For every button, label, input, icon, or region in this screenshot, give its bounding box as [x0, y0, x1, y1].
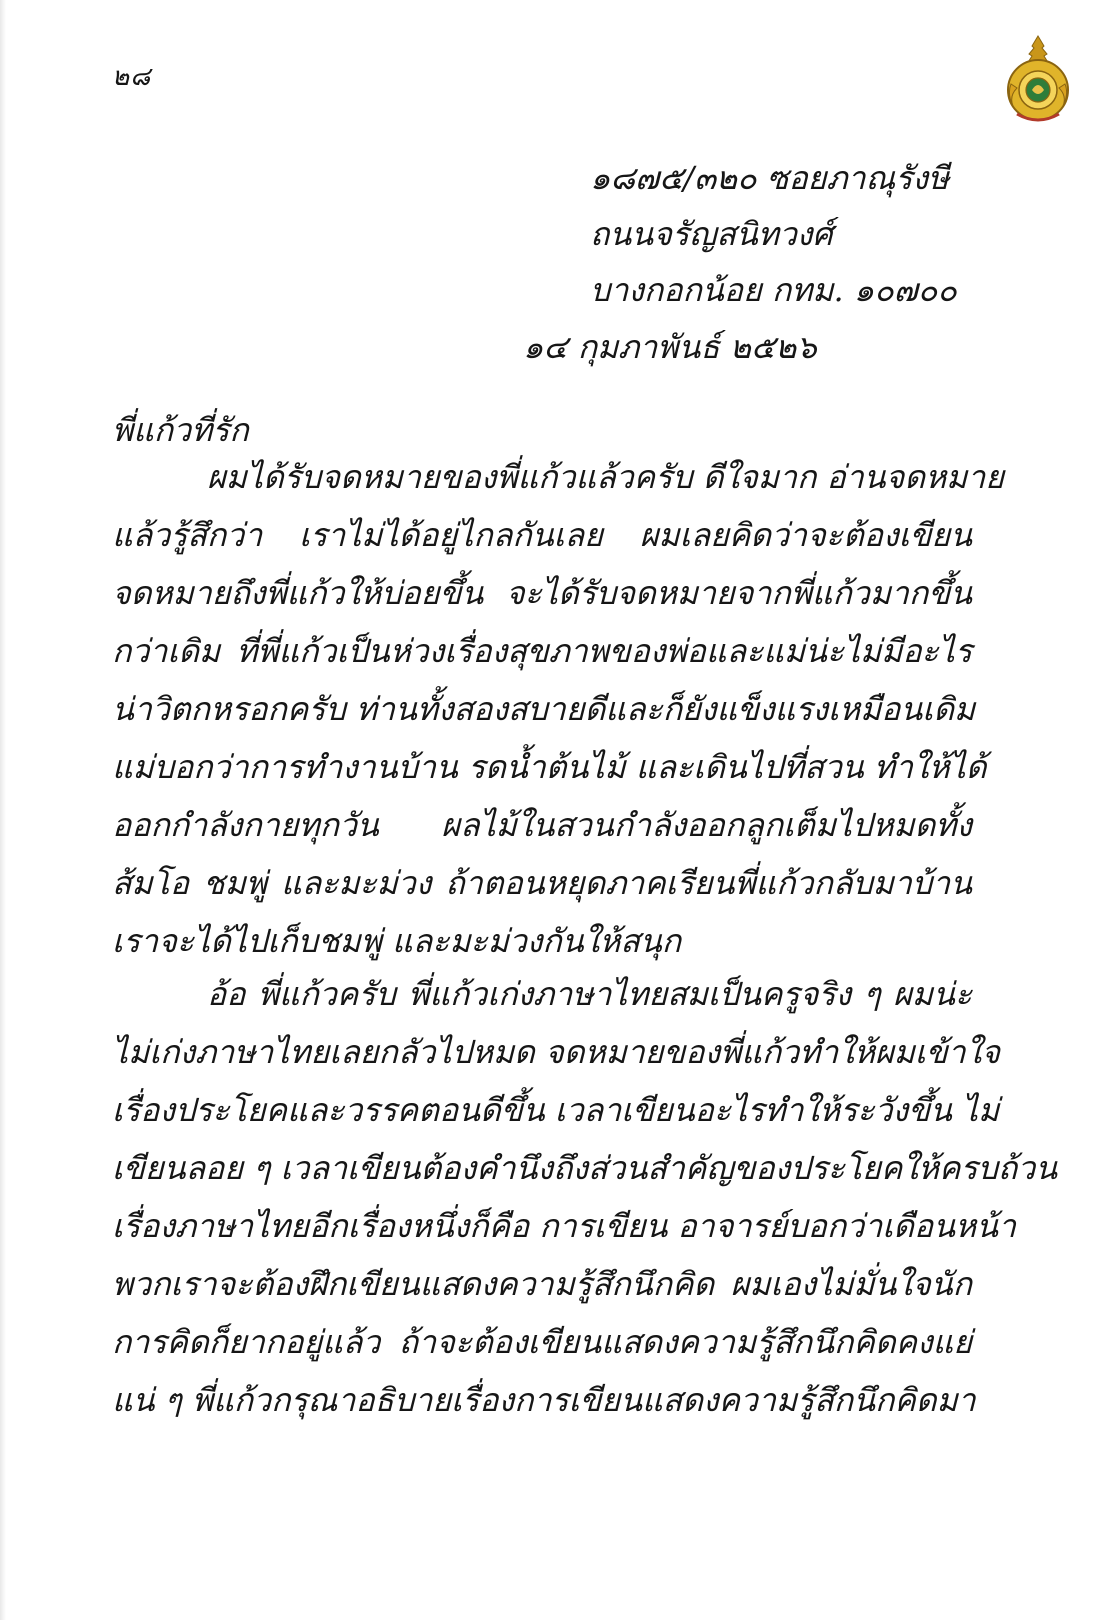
paragraph-line: แล้วรู้สึกว่า เราไม่ได้อยู่ไกลกันเลย ผมเลยคิดว่าจะต้องเขียน [112, 516, 972, 554]
paragraph-line: แม่บอกว่าการทำงานบ้าน รดน้ำต้นไม้ และเดินไปที่สวน ทำให้ได้ [112, 748, 987, 786]
paragraph-line: ส้มโอ ชมพู่ และมะม่วง ถ้าตอนหยุดภาคเรียนพี่แก้วกลับมาบ้าน [112, 864, 972, 902]
paragraph-line: ออกกำลังกายทุกวัน ผลไม้ในสวนกำลังออกลูกเต็มไปหมดทั้ง [112, 806, 972, 844]
sender-address [590, 150, 957, 318]
paragraph-line: เราจะได้ไปเก็บชมพู่ และมะม่วงกันให้สนุก [112, 922, 682, 960]
paragraph-line: แน่ ๆ พี่แก้วกรุณาอธิบายเรื่องการเขียนแสดงความรู้สึกนึกคิดมา [112, 1381, 976, 1419]
page-edge-shadow [0, 0, 6, 1620]
paragraph-line: ไม่เก่งภาษาไทยเลยกลัวไปหมด จดหมายของพี่แก้วทำให้ผมเข้าใจ [112, 1033, 1000, 1071]
page-number: ๒๘ [112, 62, 152, 92]
paragraph-line: เรื่องประโยคและวรรคตอนดีขึ้น เวลาเขียนอะไรทำให้ระวังขึ้น ไม่ [112, 1091, 1000, 1129]
body-paragraph [112, 965, 1058, 1429]
ministry-of-education-emblem-icon [1003, 34, 1073, 124]
paragraph-line: เขียนลอย ๆ เวลาเขียนต้องคำนึงถึงส่วนสำคัญของประโยคให้ครบถ้วน [112, 1149, 1058, 1187]
paragraph-line: เรื่องภาษาไทยอีกเรื่องหนึ่งก็คือ การเขียน อาจารย์บอกว่าเดือนหน้า [112, 1207, 1016, 1245]
paragraph-line: กว่าเดิม ที่พี่แก้วเป็นห่วงเรื่องสุขภาพของพ่อและแม่น่ะไม่มีอะไร [112, 632, 972, 670]
paragraph-line: ผมได้รับจดหมายของพี่แก้วแล้วครับ ดีใจมาก อ่านจดหมาย [207, 458, 1004, 496]
salutation: พี่แก้วที่รัก [112, 411, 249, 449]
letter-date: ๑๔ กุมภาพันธ์ ๒๕๒๖ [523, 328, 817, 366]
paragraph-line: อ้อ พี่แก้วครับ พี่แก้วเก่งภาษาไทยสมเป็นครูจริง ๆ ผมน่ะ [207, 975, 972, 1013]
paragraph-line: การคิดก็ยากอยู่แล้ว ถ้าจะต้องเขียนแสดงความรู้สึกนึกคิดคงแย่ [112, 1323, 972, 1361]
paragraph-line: จดหมายถึงพี่แก้วให้บ่อยขึ้น จะได้รับจดหมายจากพี่แก้วมากขึ้น [112, 574, 972, 612]
body-paragraph [112, 448, 1004, 970]
paragraph-line: น่าวิตกหรอกครับ ท่านทั้งสองสบายดีและก็ยังแข็งแรงเหมือนเดิม [112, 690, 976, 728]
address-line: ถนนจรัญสนิทวงศ์ [590, 215, 833, 253]
address-line: ๑๘๗๕/๓๒๐ ซอยภาณุรังษี [590, 159, 950, 197]
address-line: บางกอกน้อย กทม. ๑๐๗๐๐ [590, 271, 957, 309]
paragraph-line: พวกเราจะต้องฝึกเขียนแสดงความรู้สึกนึกคิด ผมเองไม่มั่นใจนัก [112, 1265, 972, 1303]
